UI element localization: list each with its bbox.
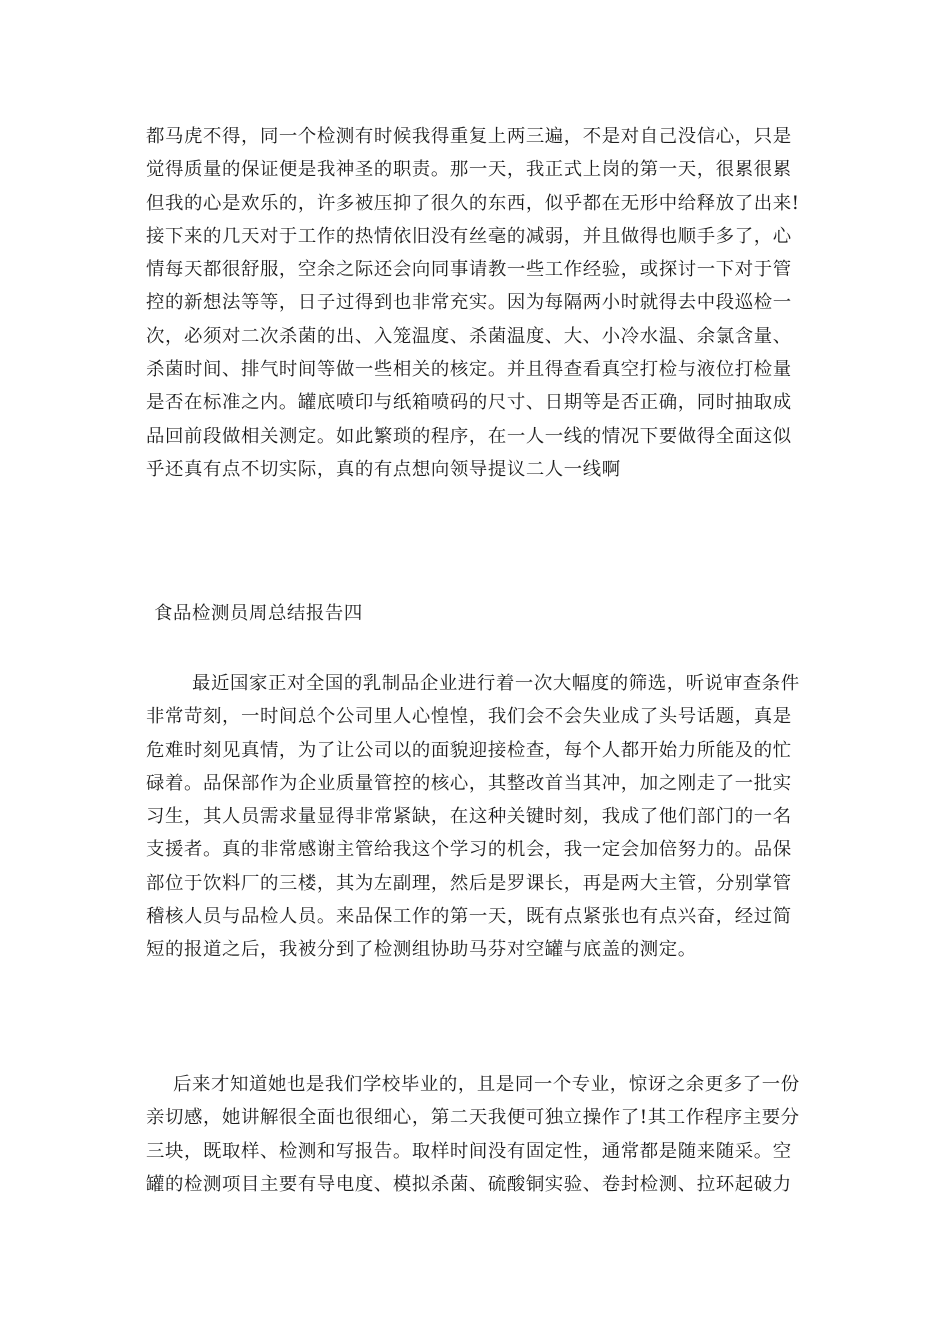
text-line: 短的报道之后，我被分到了检测组协助马芬对空罐与底盖的测定。 — [146, 939, 697, 961]
text-line: 觉得质量的保证便是我神圣的职责。那一天，我正式上岗的第一天，很累很累 — [146, 159, 792, 181]
text-line: 非常苛刻，一时间总个公司里人心惶惶，我们会不会失业成了头号话题，真是 — [146, 706, 792, 728]
paragraph-2 — [146, 667, 810, 967]
text-line: 杀菌时间、排气时间等做一些相关的核定。并且得查看真空打检与液位打检量 — [146, 359, 792, 381]
text-line: 乎还真有点不切实际，真的有点想向领导提议二人一线啊 — [146, 458, 621, 480]
text-line: 最近国家正对全国的乳制品企业进行着一次大幅度的筛选，听说审查条件 — [192, 673, 800, 694]
text-line: 品回前段做相关测定。如此繁琐的程序，在一人一线的情况下要做得全面这似 — [146, 425, 792, 447]
text-line: 接下来的几天对于工作的热情依旧没有丝毫的减弱，并且做得也顺手多了，心 — [146, 225, 792, 247]
paragraph-3 — [146, 1068, 810, 1201]
text-line: 情每天都很舒服，空余之际还会向同事请教一些工作经验，或探讨一下对于管 — [146, 259, 792, 281]
text-line: 危难时刻见真情，为了让公司以的面貌迎接检查，每个人都开始力所能及的忙 — [146, 739, 792, 761]
text-line: 罐的检测项目主要有导电度、模拟杀菌、硫酸铜实验、卷封检测、拉环起破力 — [146, 1173, 792, 1195]
text-line: 三块，既取样、检测和写报告。取样时间没有固定性，通常都是随来随采。空 — [146, 1140, 792, 1162]
text-line: 都马虎不得，同一个检测有时候我得重复上两三遍，不是对自己没信心，只是 — [146, 126, 792, 147]
paragraph-1 — [146, 120, 810, 486]
text-line: 支援者。真的非常感谢主管给我这个学习的机会，我一定会加倍努力的。品保 — [146, 839, 792, 861]
text-line: 亲切感，她讲解很全面也很细心，第二天我便可独立操作了!其工作程序主要分 — [146, 1107, 800, 1129]
text-line: 控的新想法等等，日子过得到也非常充实。因为每隔两小时就得去中段巡检一 — [146, 292, 792, 314]
text-line: 稽核人员与品检人员。来品保工作的第一天，既有点紧张也有点兴奋，经过简 — [146, 906, 792, 928]
text-line: 但我的心是欢乐的，许多被压抑了很久的东西，似乎都在无形中给释放了出来! — [146, 192, 800, 214]
text-line: 后来才知道她也是我们学校毕业的，且是同一个专业，惊讶之余更多了一份 — [173, 1074, 800, 1095]
text-line: 部位于饮料厂的三楼，其为左副理，然后是罗课长，再是两大主管，分别掌管 — [146, 872, 792, 894]
text-line: 是否在标准之内。罐底喷印与纸箱喷码的尺寸、日期等是否正确，同时抽取成 — [146, 392, 792, 414]
section-heading: 食品检测员周总结报告四 — [154, 603, 363, 624]
text-line: 碌着。品保部作为企业质量管控的核心，其整改首当其冲，加之刚走了一批实 — [146, 772, 792, 794]
text-line: 次，必须对二次杀菌的出、入笼温度、杀菌温度、大、小冷水温、余氯含量、 — [146, 325, 792, 347]
text-line: 习生，其人员需求量显得非常紧缺，在这种关键时刻，我成了他们部门的一名 — [146, 806, 792, 828]
